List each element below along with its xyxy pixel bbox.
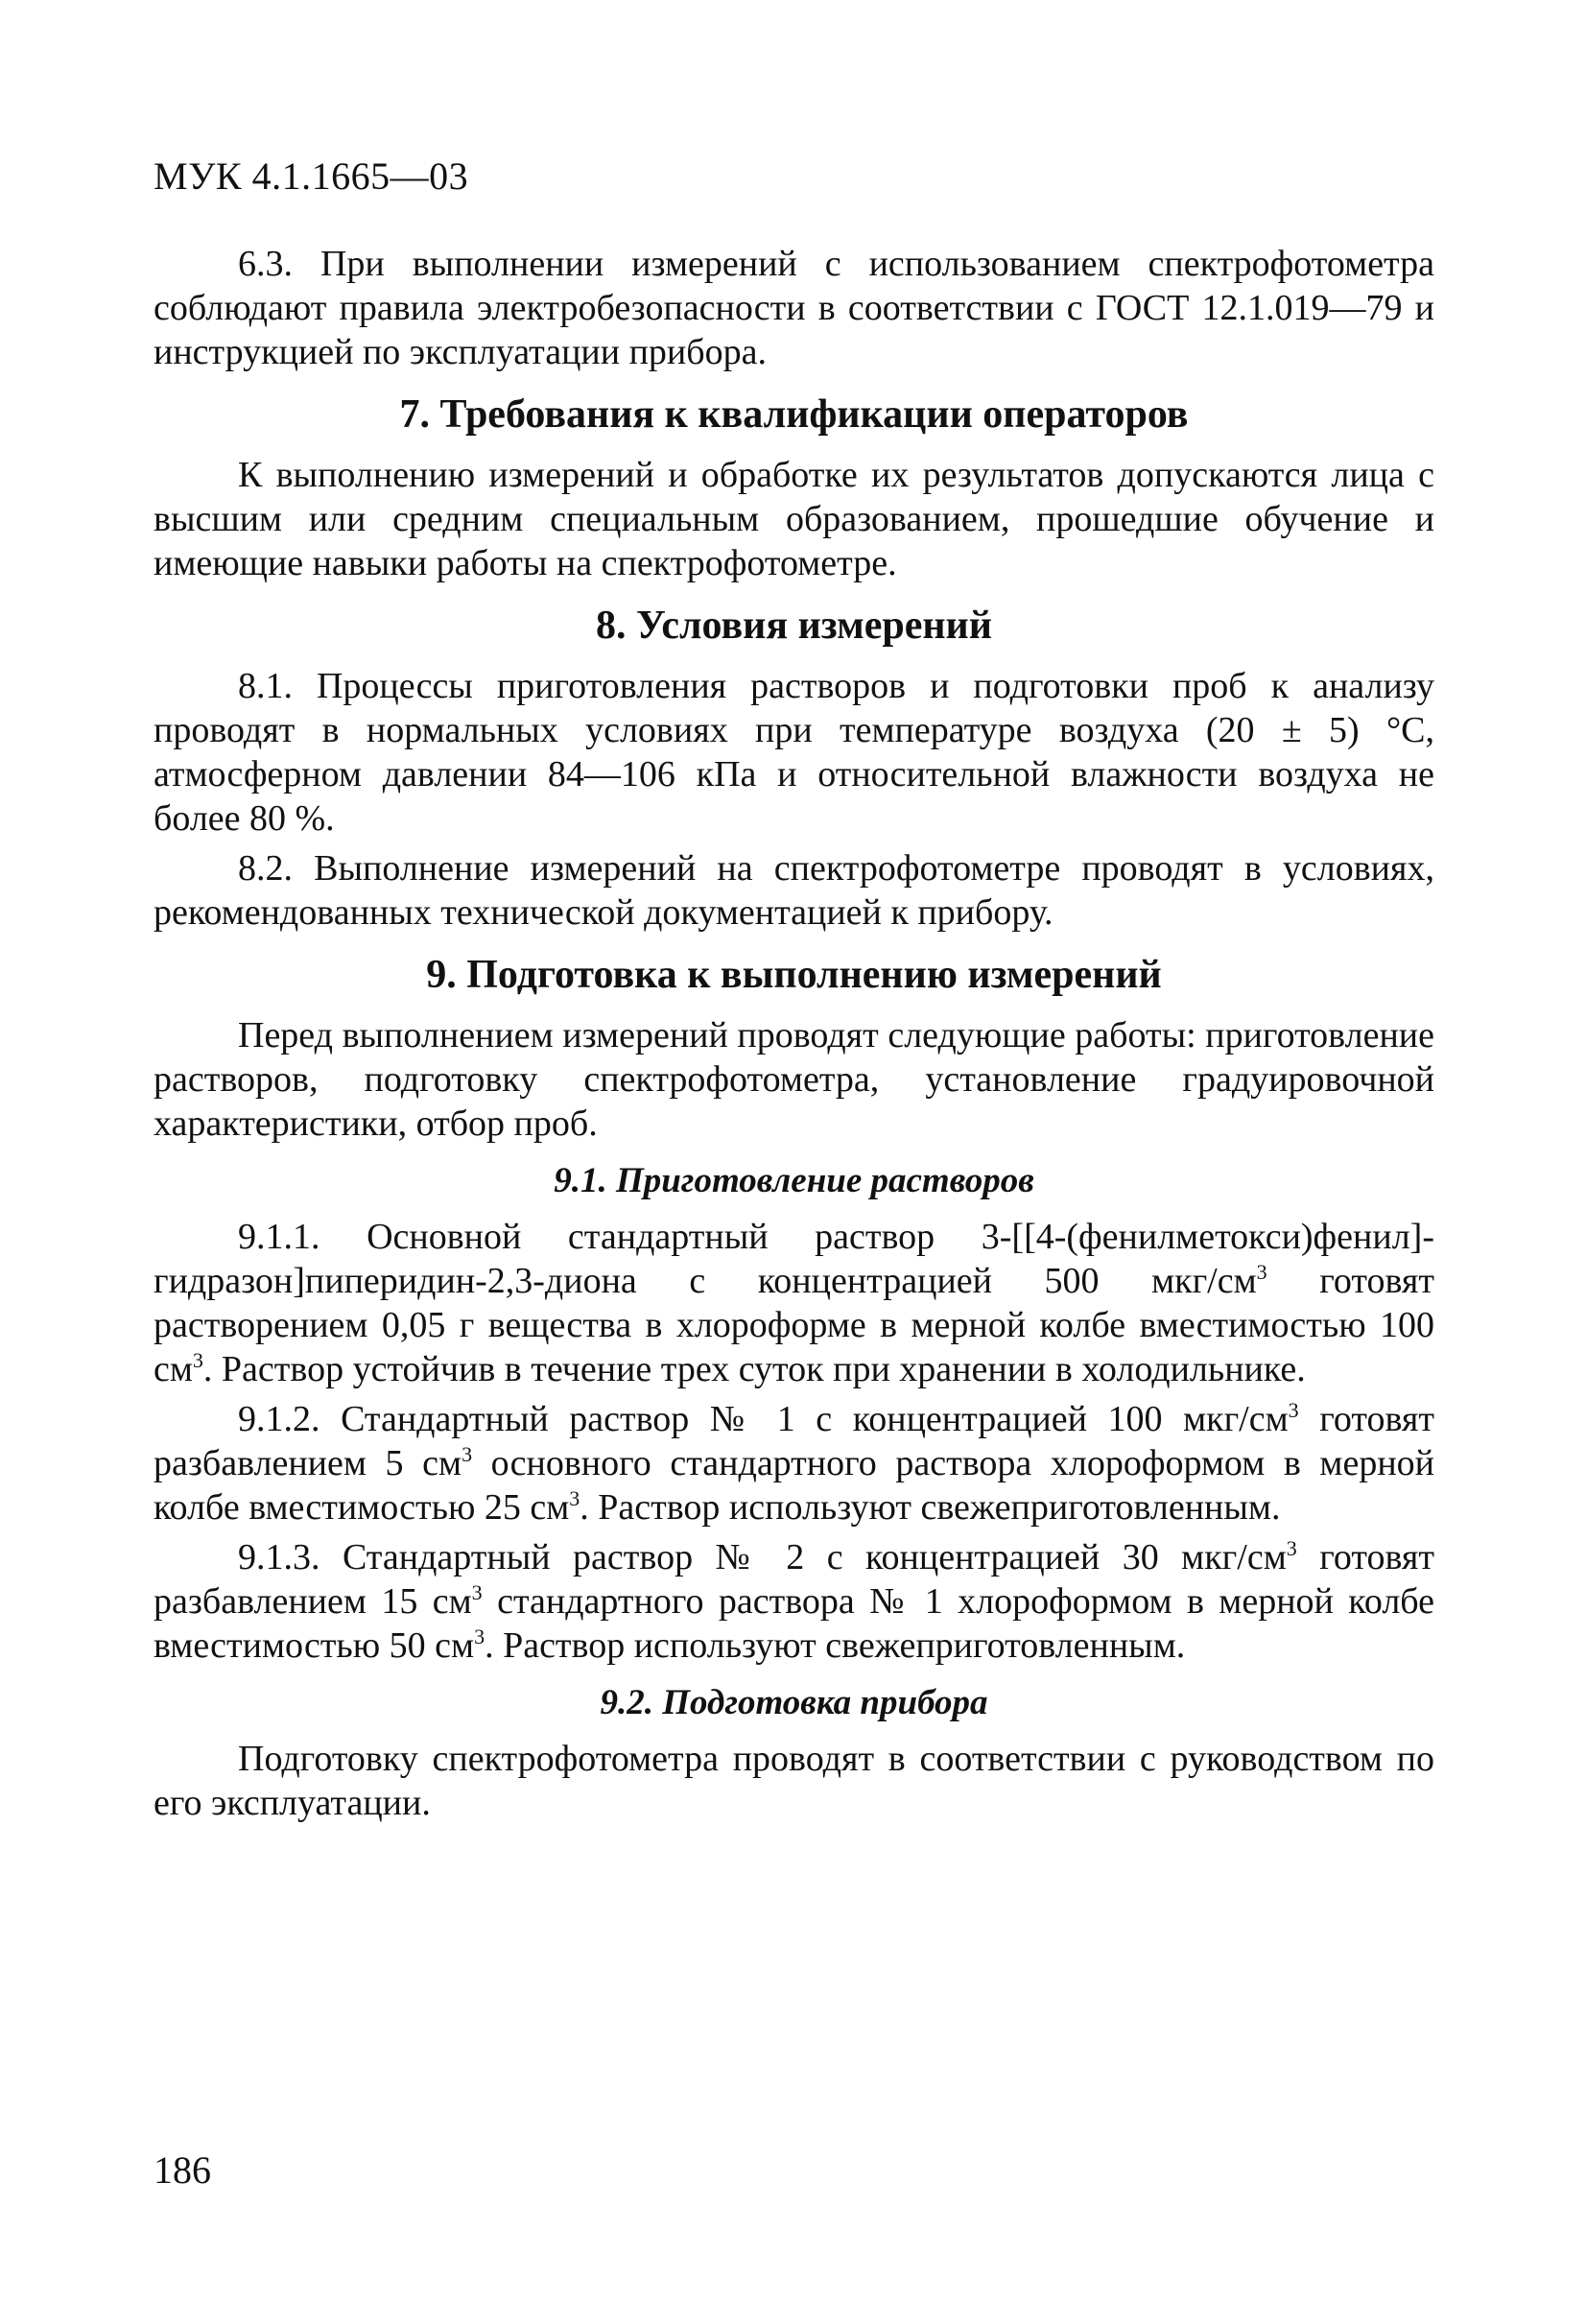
paragraph-8-1: 8.1. Процессы приготовления растворов и подготовки проб к анализу проводят в нормальных условиях при температуре воздуха (20 ± 5) °С, атмосферном давлении 84—106 кПа и относительной влажности воздуха не более 80 %. — [154, 666, 1434, 839]
paragraph-9-1-1 — [154, 1215, 1434, 1391]
superscript-3: 3 — [471, 1580, 483, 1604]
paragraph-9-1-3-part-d: . Раствор используют свежеприготовленным. — [485, 1625, 1186, 1666]
paragraph-9: Перед выполнением измерений проводят следующие работы: приготовление растворов, подготовку спектрофотометра, установление градуировочной характеристики, отбор проб. — [154, 1015, 1434, 1144]
section-8-heading: 8. Условия измерений — [596, 604, 992, 648]
paragraph-9-2: Подготовку спектрофотометра проводят в соответствии с руководством по его эксплуатации. — [154, 1739, 1434, 1823]
paragraph-7: К выполнению измерений и обработке их результатов допускаются лица с высшим или средним специальным образованием, прошедшие обучение и имеющие навыки работы на спектрофотометре. — [154, 455, 1434, 583]
section-7-heading: 7. Требования к квалификации операторов — [399, 392, 1189, 437]
superscript-3: 3 — [474, 1624, 485, 1648]
paragraph-9-1-2-part-b: готовят разбавлением 5 см — [154, 1399, 1434, 1483]
superscript-3: 3 — [1286, 1536, 1297, 1560]
subsection-9-2-heading: 9.2. Подготовка прибора — [600, 1683, 988, 1722]
paragraph-9-1-1-part-c: . Раствор устойчив в течение трех суток при хранении в холодильнике. — [202, 1349, 1306, 1389]
superscript-3: 3 — [1256, 1260, 1267, 1284]
paragraph-9-1-1-part-b: готовят растворением 0,05 г вещества в хлороформе в мерной колбе вместимостью 100 см — [154, 1261, 1434, 1389]
page-number: 186 — [154, 2148, 211, 2192]
section-9-heading: 9. Подготовка к выполнению измерений — [426, 953, 1162, 997]
superscript-3: 3 — [462, 1442, 473, 1466]
document-page — [154, 154, 1434, 2265]
superscript-3: 3 — [1288, 1398, 1299, 1422]
paragraph-9-1-2 — [154, 1397, 1434, 1530]
paragraph-8-2: 8.2. Выполнение измерений на спектрофотометре проводят в условиях, рекомендованных технической документацией к прибору. — [154, 848, 1434, 933]
paragraph-9-1-3-part-c: стандартного раствора № 1 хлороформом в мерной колбе вместимостью 50 см — [154, 1581, 1434, 1666]
superscript-3: 3 — [192, 1348, 203, 1372]
paragraph-9-1-2-part-c: основного стандартного раствора хлороформом в мерной колбе вместимостью 25 см — [154, 1443, 1434, 1528]
paragraph-9-1-2-part-d: . Раствор используют свежеприготовленным. — [580, 1487, 1281, 1528]
paragraph-9-1-2-part-a: 9.1.2. Стандартный раствор № 1 с концентрацией 100 мкг/см — [238, 1399, 1289, 1439]
superscript-3: 3 — [569, 1486, 580, 1510]
paragraph-9-1-3-part-a: 9.1.3. Стандартный раствор № 2 с концентрацией 30 мкг/см — [238, 1537, 1287, 1577]
paragraph-6-3: 6.3. При выполнении измерений с использованием спектрофотометра соблюдают правила электробезопасности в соответствии с ГОСТ 12.1.019—79 и инструкцией по эксплуатации прибора. — [154, 244, 1434, 372]
paragraph-9-1-1-part-a: 9.1.1. Основной стандартный раствор 3-[[4-(фенилметокси)фенил]-гидразон]пиперидин-2,3-диона с концентрацией 500 мкг/см — [154, 1217, 1434, 1301]
paragraph-9-1-3 — [154, 1535, 1434, 1668]
subsection-9-1-heading: 9.1. Приготовление растворов — [554, 1161, 1034, 1200]
document-code: МУК 4.1.1665—03 — [154, 154, 469, 198]
paragraph-9-1-3-part-b: готовят разбавлением 15 см — [154, 1537, 1434, 1622]
